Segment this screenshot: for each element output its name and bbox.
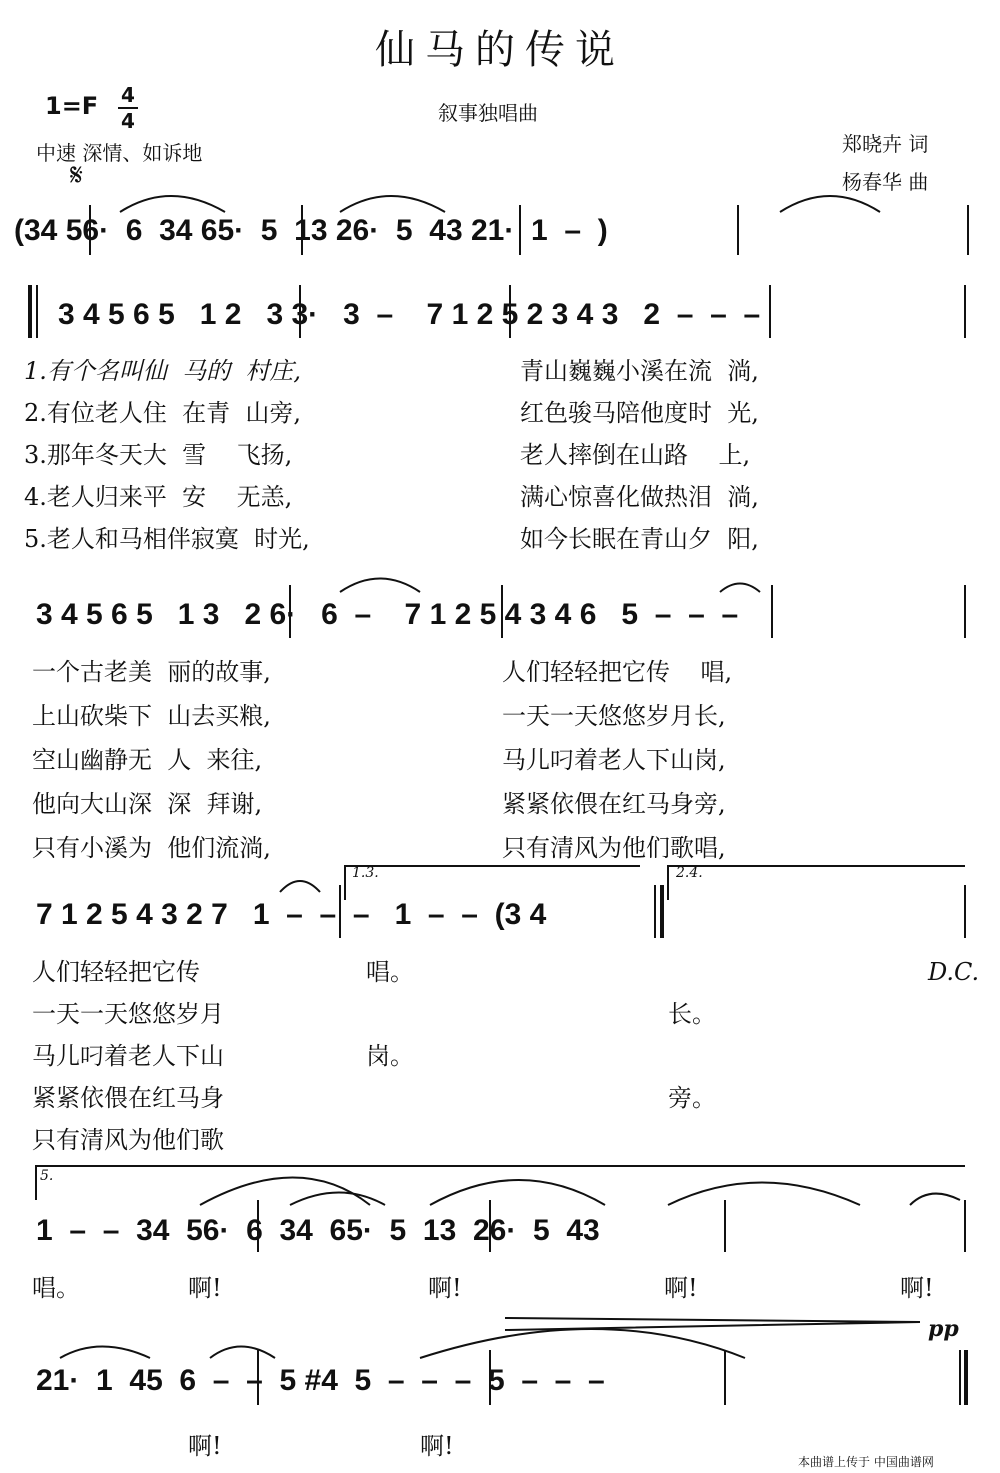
verse3-line-3-end: 岗。: [366, 1042, 414, 1070]
coda-lyric-2: 啊!: [188, 1274, 222, 1302]
slur: [280, 881, 320, 892]
coda-lyric-7: 啊!: [420, 1432, 454, 1460]
meter-top: 4: [121, 83, 135, 107]
verse-line-1a: 1.有个名叫仙 马的 村庄,: [24, 357, 302, 385]
verse2-line-2a: 上山砍柴下 山去买粮,: [32, 702, 271, 730]
verse-line-2b: 红色骏马陪他度时 光,: [520, 399, 759, 427]
coda-lyric-1: 唱。: [32, 1274, 80, 1302]
slur: [200, 1178, 370, 1206]
page-title: 仙马的传说: [375, 27, 625, 73]
notation-line-4: 7 1 2 5 4 3 2 7 1 – – – 1 – – (3 4: [36, 898, 547, 931]
notation-line-1: (34 56· 6 34 65· 5 13 26· 5 43 21· 1 – ): [14, 214, 608, 247]
slur: [340, 196, 445, 212]
verse-line-5b: 如今长眠在青山夕 阳,: [520, 525, 759, 553]
composer-credit: 杨春华 曲: [842, 170, 929, 194]
verse3-line-5a: 只有清风为他们歌: [32, 1126, 224, 1154]
verse-line-2a: 2.有位老人住 在青 山旁,: [24, 399, 302, 427]
coda-lyric-3: 啊!: [428, 1274, 462, 1302]
verse2-line-4a: 他向大山深 深 拜谢,: [32, 790, 263, 818]
notation-line-2: 3 4 5 6 5 1 2 3 3· 3 – 7 1 2 5 2 3 4 3 2 – – –: [58, 298, 761, 331]
verse2-line-3a: 空山幽静无 人 来往,: [32, 746, 263, 774]
coda-lyric-6: 啊!: [188, 1432, 222, 1460]
verse-line-3b: 老人摔倒在山路 上,: [520, 441, 751, 469]
slur: [430, 1180, 605, 1205]
slur: [910, 1194, 960, 1205]
verse3-line-4a: 紧紧依偎在红马身: [32, 1084, 224, 1112]
volta-bracket: [36, 1166, 965, 1200]
verse3-line-1-end: 唱。: [366, 958, 414, 986]
verse3-line-2a: 一天一天悠悠岁月: [32, 1000, 224, 1028]
coda-lyric-4: 啊!: [664, 1274, 698, 1302]
slur: [290, 1193, 385, 1206]
volta-5-label: 5.: [40, 1168, 54, 1184]
slur: [120, 196, 225, 212]
slur: [720, 584, 760, 593]
verse2-line-5a: 只有小溪为 他们流淌,: [32, 834, 271, 862]
verse3-line-3a: 马儿叼着老人下山: [32, 1042, 224, 1070]
segno-icon: 𝄋: [70, 158, 83, 193]
diminuendo-hairpin: [505, 1318, 920, 1330]
key-signature: 1=F: [45, 92, 99, 120]
verse3-line-2-end: 长。: [668, 1000, 716, 1028]
verse2-line-4b: 紧紧依偎在红马身旁,: [502, 790, 726, 818]
verse-line-4b: 满心惊喜化做热泪 淌,: [520, 483, 759, 511]
volta-bracket: [345, 866, 640, 900]
verse3-line-1a: 人们轻轻把它传: [32, 958, 200, 986]
slur: [668, 1183, 860, 1206]
verse2-line-5b: 只有清风为他们歌唱,: [502, 834, 726, 862]
slur: [210, 1347, 275, 1359]
notation-line-3: 3 4 5 6 5 1 3 2 6· 6 – 7 1 2 5 4 3 4 6 5 – – –: [36, 598, 739, 631]
slur: [60, 1347, 150, 1359]
volta-bracket: [668, 866, 965, 900]
verse3-line-4-end: 旁。: [668, 1084, 716, 1112]
verse2-line-1b: 人们轻轻把它传 唱,: [502, 658, 733, 686]
footer-watermark: 本曲谱上传于 中国曲谱网: [798, 1455, 934, 1469]
slur: [340, 579, 420, 593]
verse2-line-1a: 一个古老美 丽的故事,: [32, 658, 271, 686]
coda-lyric-5: 啊!: [900, 1274, 934, 1302]
verse-line-1b: 青山巍巍小溪在流 淌,: [520, 357, 759, 385]
volta-1-3-label: 1.3.: [352, 865, 379, 881]
volta-2-4-label: 2.4.: [676, 865, 703, 881]
tempo-marking: 中速 深情、如诉地: [36, 141, 203, 165]
verse-line-5a: 5.老人和马相伴寂寞 时光,: [24, 525, 310, 553]
pianissimo-mark: pp: [928, 1316, 959, 1342]
notation-line-6: 21· 1 45 6 – – 5 #4 5 – – – 5 – – –: [36, 1364, 605, 1397]
verse-line-3a: 3.那年冬天大 雪 飞扬,: [24, 441, 293, 469]
notation-line-5: 1 – – 34 56· 6 34 65· 5 13 26· 5 43: [36, 1214, 600, 1247]
verse2-line-2b: 一天一天悠悠岁月长,: [502, 702, 726, 730]
da-capo-mark: D.C.: [928, 958, 980, 986]
slur: [420, 1329, 745, 1358]
slur: [780, 196, 880, 212]
lyricist-credit: 郑晓卉 词: [842, 132, 929, 156]
verse2-line-3b: 马儿叼着老人下山岗,: [502, 746, 726, 774]
verse-line-4a: 4.老人归来平 安 无恙,: [24, 483, 293, 511]
meter-bottom: 4: [121, 109, 135, 133]
subtitle: 叙事独唱曲: [438, 101, 538, 125]
